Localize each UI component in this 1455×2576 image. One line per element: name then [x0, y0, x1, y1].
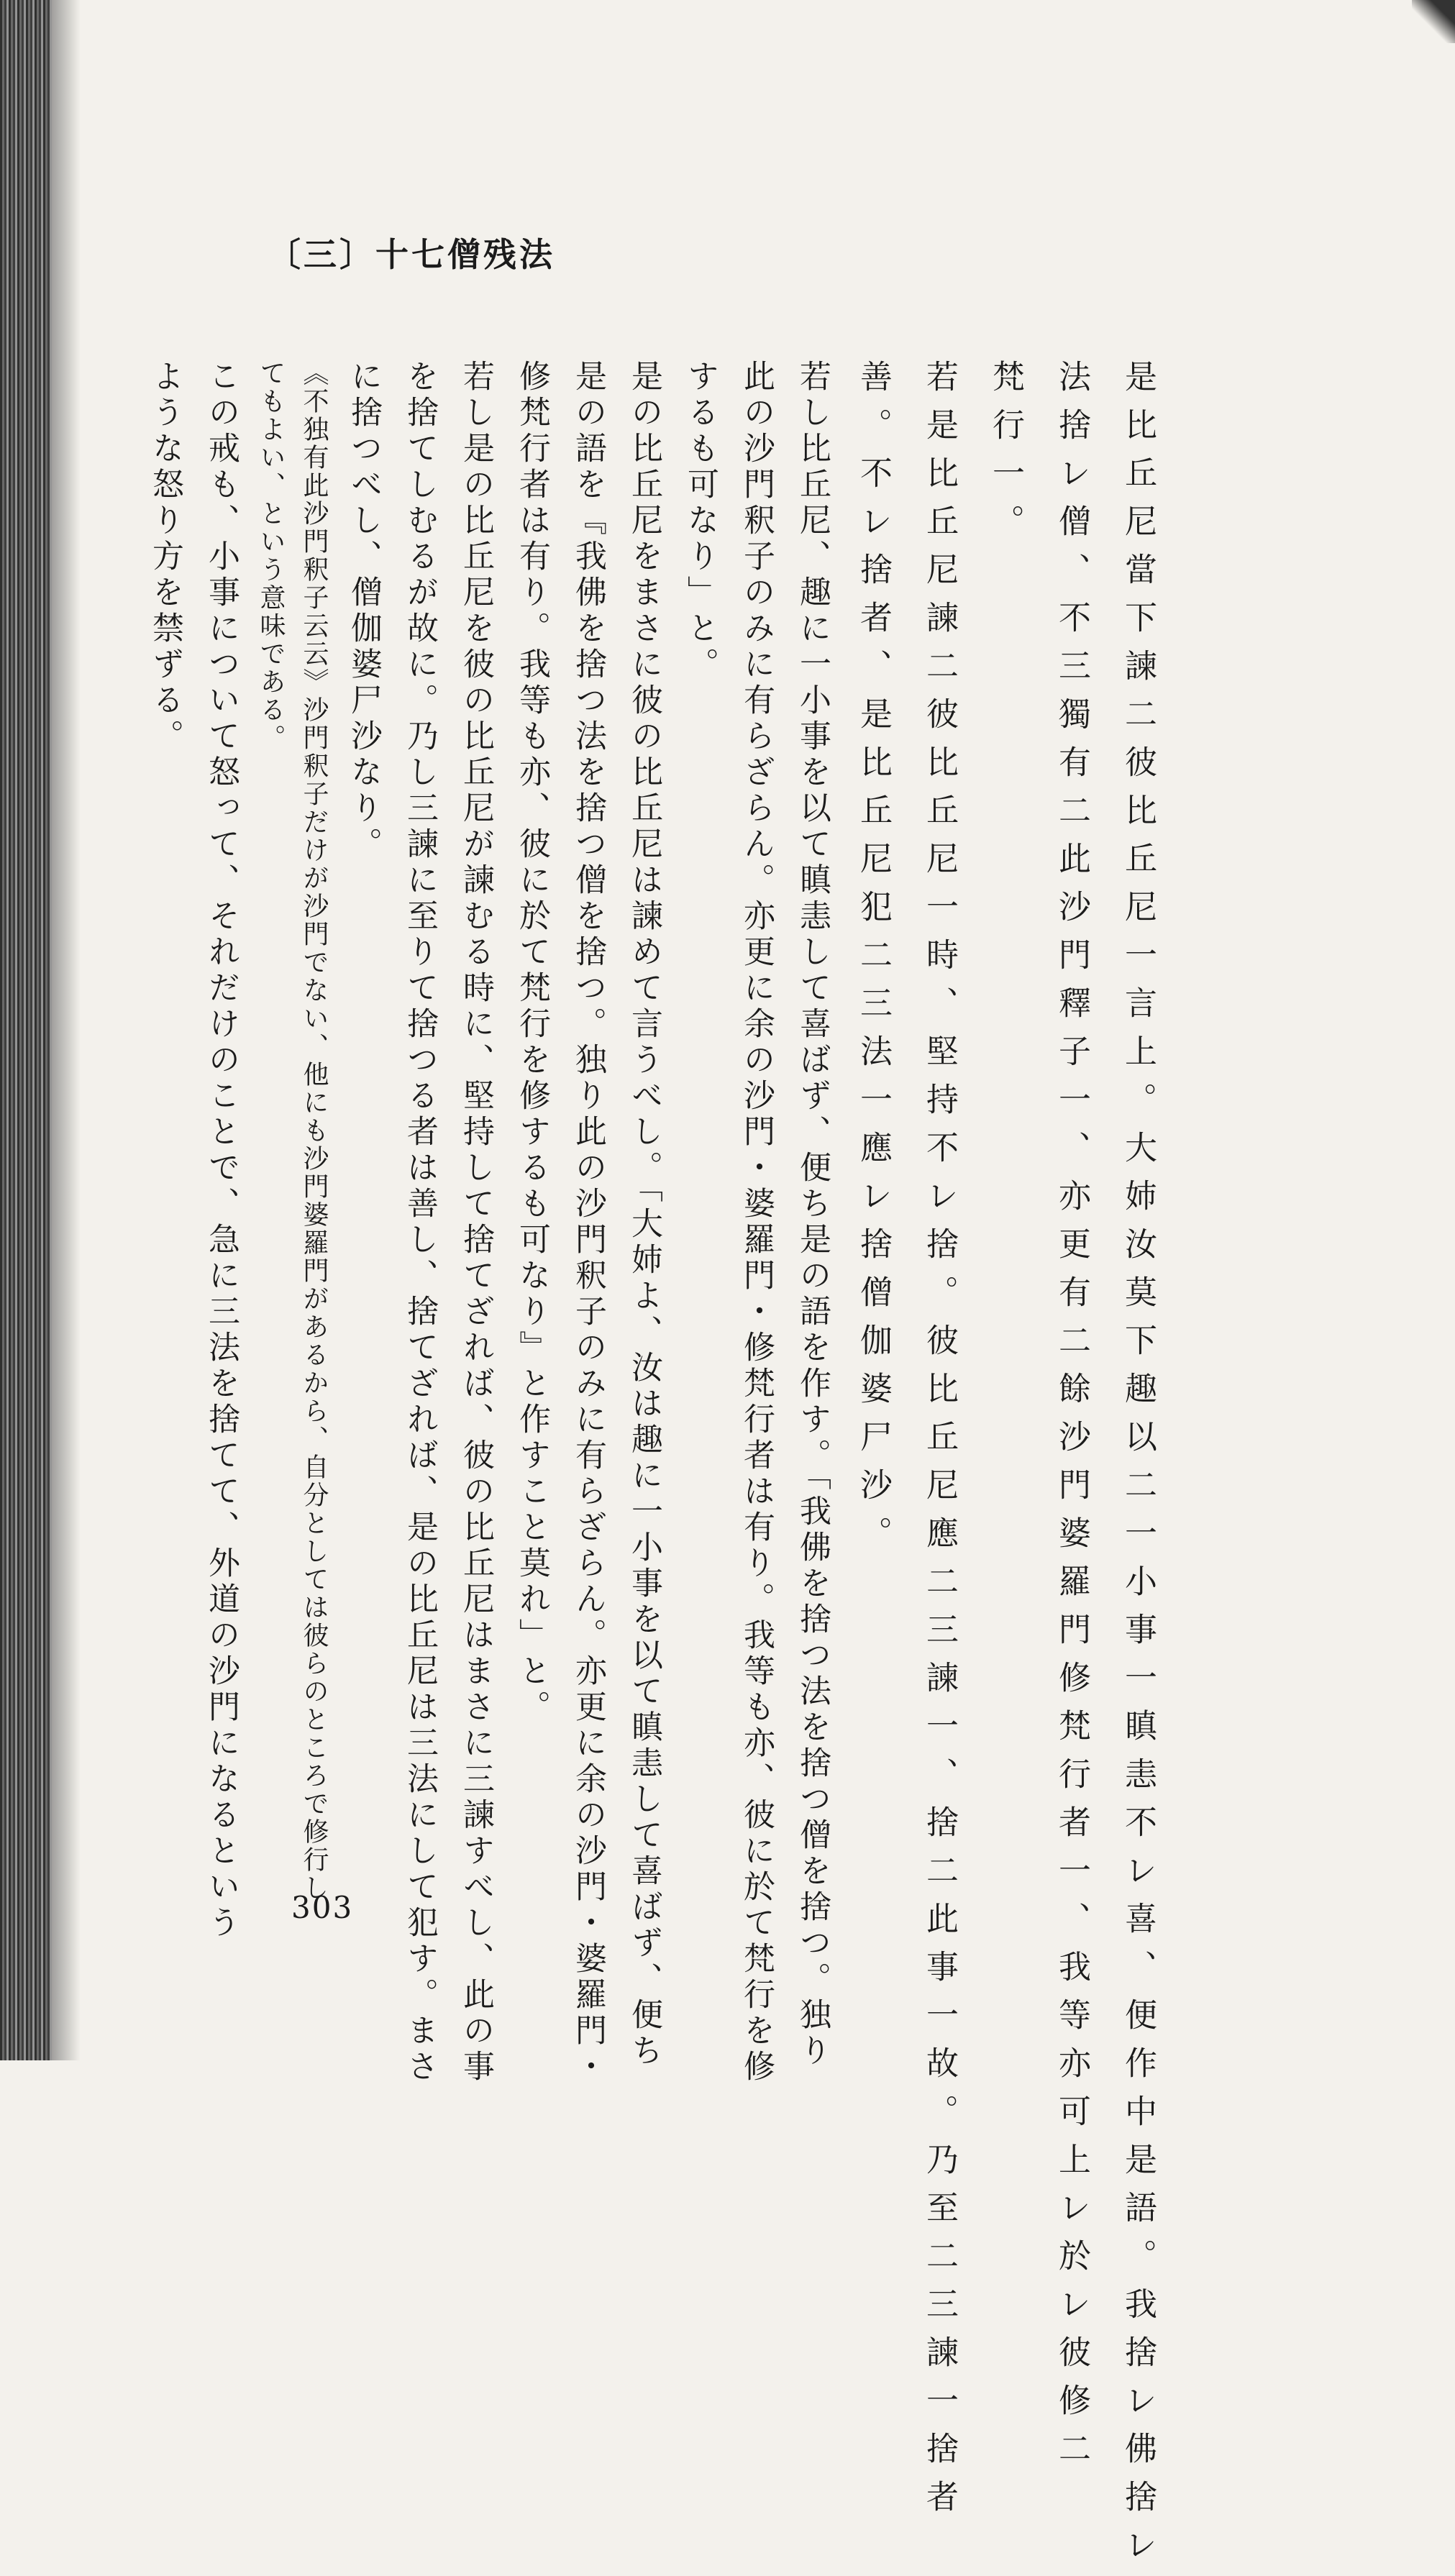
page-corner-shadow — [1412, 0, 1455, 43]
translation-line: に捨つべし、僧伽婆尸沙なり。 — [345, 360, 382, 863]
translation-line: 是の比丘尼をまさに彼の比丘尼は諫めて言うべし。「大姉よ、汝は趣に一小事を以て瞋恚して喜ばず、便ち — [626, 360, 662, 2070]
page-number: 303 — [291, 1890, 354, 1925]
vertical-text-body — [147, 360, 1171, 2576]
kanbun-line: 法捨レ僧、不三獨有二此沙門釋子一、亦更有二餘沙門婆羅門修梵行者一、我等亦可上レ於レ彼修二 — [1053, 360, 1091, 2480]
translation-line: するも可なり」と。 — [682, 360, 719, 683]
gutter-shadow — [52, 0, 81, 2060]
kanbun-line: 善。不レ捨者、是比丘尼犯二三法一應レ捨僧伽婆尸沙。 — [854, 360, 893, 1564]
kanbun-line: 若是比丘尼諫二彼比丘尼一時、堅持不レ捨。彼比丘尼應二三諫一、捨二此事一故。乃至二三諫一捨者 — [921, 360, 959, 2528]
kanbun-line: 是比丘尼當下諫二彼比丘尼一言上。大姉汝莫下趣以二一小事一瞋恚不レ喜、便作中是語。我捨レ佛捨レ — [1119, 360, 1157, 2576]
kanbun-line: 梵行一。 — [987, 360, 1025, 552]
translation-line: を捨てしむるが故に。乃し三諫に至りて捨つる者は善し、捨てざれば、是の比丘尼は三法にして犯す。まさ — [401, 360, 438, 2086]
translation-line: 此の沙門釈子のみに有らざらん。亦更に余の沙門・婆羅門・修梵行者は有り。我等も亦、彼に於て梵行を修 — [738, 360, 775, 2086]
translation-line: 若し比丘尼、趣に一小事を以て瞋恚して喜ばず、便ち是の語を作す。「我佛を捨つ法を捨つ僧を捨つ。独り — [794, 360, 831, 2070]
translation-line: 若し是の比丘尼を彼の比丘尼が諫むる時に、堅持して捨てざれば、彼の比丘尼はまさに三諫すべし、此の事 — [457, 360, 494, 2086]
translation-line: 修梵行者は有り。我等も亦、彼に於て梵行を修するも可なり』と作すこと莫れ」と。 — [514, 360, 550, 1726]
commentary-line: この戒も、小事について怒って、それだけのことで、急に三法を捨てて、外道の沙門になるという — [203, 360, 240, 1942]
translation-line: 是の語を『我佛を捨つ法を捨つ僧を捨つ。独り此の沙門釈子のみに有らざらん。亦更に余の沙門・婆羅門・ — [570, 360, 606, 2086]
section-header: 〔三〕十七僧残法 — [268, 235, 555, 274]
commentary-line: ような怒り方を禁ずる。 — [147, 360, 183, 755]
note-line: てもよい、という意味である。 — [256, 360, 286, 752]
book-binding-shadow — [0, 0, 52, 2060]
note-line: 《不独有此沙門釈子云云》沙門釈子だけが沙門でない、他にも沙門婆羅門があるから、自分としては彼らのところで修行し — [299, 360, 329, 1902]
